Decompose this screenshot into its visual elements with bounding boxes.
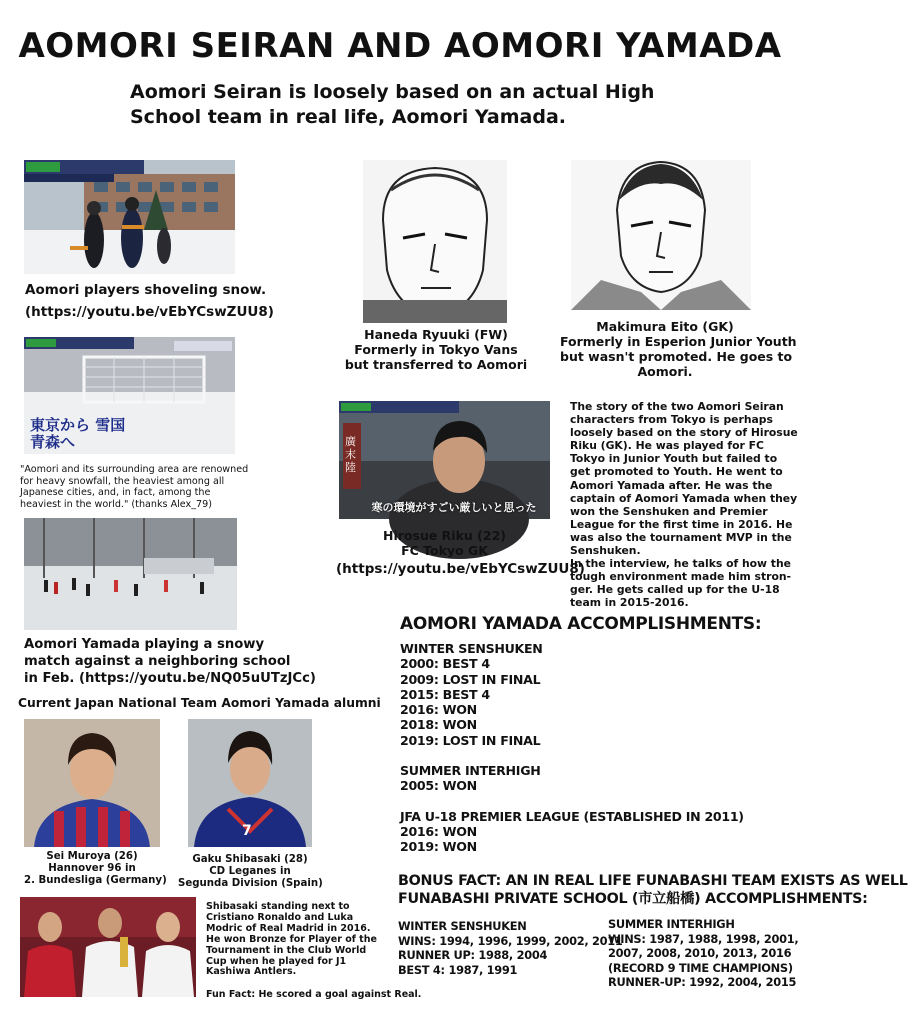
summer-interhigh-title: SUMMER INTERHIGH xyxy=(400,763,541,779)
shibasaki-caption-line: Gaku Shibasaki (28) xyxy=(192,854,308,865)
story-line: characters from Tokyo is perhaps xyxy=(570,413,773,427)
snowy-goal-caption: "Aomori and its surrounding area are renowned for heavy snowfall, the heaviest among all Japanese cities, and, in fact, among the heaviest in the world." (thanks Alex_79) xyxy=(20,464,249,510)
story-line: League for the first time in 2016. He xyxy=(570,517,793,531)
makimura-manga-image xyxy=(571,160,751,310)
funabashi-winter-line: WINS: 1994, 1996, 1999, 2002, 2011 xyxy=(398,933,623,948)
story-line: team in 2015-2016. xyxy=(570,596,689,610)
shibasaki-story-line: He won Bronze for Player of the xyxy=(206,933,377,945)
haneda-caption-line: Formerly in Tokyo Vans xyxy=(354,342,518,357)
hirosue-caption xyxy=(339,528,550,558)
funabashi-summer-line: (RECORD 9 TIME CHAMPIONS) xyxy=(608,960,793,975)
hirosue-interview-photo xyxy=(339,401,550,519)
snowy-match-caption-line: match against a neighboring school xyxy=(24,654,291,669)
shibasaki-caption-line: Segunda Division (Spain) xyxy=(178,878,323,889)
funabashi-winter xyxy=(398,919,623,977)
funabashi-summer-title: SUMMER INTERHIGH xyxy=(608,917,735,931)
makimura-caption-line: Formerly in Esperion Junior Youth xyxy=(560,334,797,349)
hirosue-story-text xyxy=(570,400,798,610)
snowy-match-caption-line: in Feb. (https://youtu.be/NQ05uUTzJCc) xyxy=(24,671,316,686)
shibasaki-story-line: Modric of Real Madrid in 2016. xyxy=(206,922,371,934)
page-title: AOMORI SEIRAN AND AOMORI YAMADA xyxy=(18,26,782,66)
story-line: captain of Aomori Yamada when they xyxy=(570,491,798,505)
hirosue-caption-line: FC Tokyo GK xyxy=(401,543,488,558)
accomplishments-heading: AOMORI YAMADA ACCOMPLISHMENTS: xyxy=(400,614,762,634)
shibasaki-caption xyxy=(178,854,322,890)
funabashi-summer-line: 2007, 2008, 2010, 2013, 2016 xyxy=(608,946,792,960)
funabashi-winter-line: BEST 4: 1987, 1991 xyxy=(398,962,518,977)
bonus-line: BONUS FACT: AN IN REAL LIFE FUNABASHI TEAM EXISTS AS WELL xyxy=(398,873,908,889)
story-line: The story of the two Aomori Seiran xyxy=(570,400,784,413)
story-line: was also the tournament MVP in the xyxy=(570,530,792,544)
haneda-caption-line: Haneda Ryuuki (FW) xyxy=(364,327,508,342)
snow-shoveling-caption: Aomori players shoveling snow. xyxy=(25,282,267,298)
funabashi-summer-line: RUNNER-UP: 1992, 2004, 2015 xyxy=(608,975,797,989)
story-line: In the interview, he talks of how the xyxy=(570,557,791,571)
accomplishment-item: 2019: LOST IN FINAL xyxy=(400,732,541,748)
page-subtitle: Aomori Seiran is loosely based on an actual High School team in real life, Aomori Yamada. xyxy=(130,81,655,128)
story-line: get promoted to Youth. He went to xyxy=(570,465,783,479)
snowy-match-caption xyxy=(24,636,316,687)
funabashi-summer-line: WINS: 1987, 1988, 1998, 2001, xyxy=(608,931,799,946)
muroya-caption-line: Hannover 96 in xyxy=(48,863,136,874)
snow-shoveling-link[interactable]: (https://youtu.be/vEbYCswZUU8) xyxy=(25,304,274,320)
muroya-caption-line: 2. Bundesliga (Germany) xyxy=(24,875,167,886)
makimura-caption xyxy=(560,319,797,379)
funabashi-winter-title: WINTER SENSHUKEN xyxy=(398,919,527,933)
funabashi-summer xyxy=(608,917,798,990)
accomplishment-item: 2016: WON xyxy=(400,702,477,718)
funabashi-winter-line: RUNNER UP: 1988, 2004 xyxy=(398,948,548,962)
hirosue-link[interactable]: (https://youtu.be/vEbYCswZUU8) xyxy=(336,561,585,577)
accomplishment-item: 2005: WON xyxy=(400,778,477,794)
haneda-manga-image xyxy=(363,160,507,323)
shibasaki-story xyxy=(206,901,422,1001)
story-line: Riku (GK). He was played for FC xyxy=(570,439,764,453)
shibasaki-photo xyxy=(188,719,312,847)
muroya-caption-line: Sei Muroya (26) xyxy=(46,851,138,862)
shibasaki-jersey-number: 7 xyxy=(242,823,252,839)
bonus-line: FUNABASHI PRIVATE SCHOOL (市立船橋) ACCOMPLISHMENTS: xyxy=(398,891,868,907)
shibasaki-story-line: Cup when he played for J1 xyxy=(206,955,347,967)
snowy-goal-photo xyxy=(24,337,235,454)
shibasaki-story-line: Kashiwa Antlers. xyxy=(206,966,297,978)
makimura-caption-line: Aomori. xyxy=(637,364,693,379)
fun-fact-line: Fun Fact: He scored a goal against Real. xyxy=(206,989,422,1001)
shibasaki-story-line: Tournament in the Club World xyxy=(206,944,367,956)
muroya-caption xyxy=(24,851,167,887)
accomplishment-item: 2019: WON xyxy=(400,839,477,855)
accomplishment-item: 2009: LOST IN FINAL xyxy=(400,671,541,687)
hirosue-name-tag: 廣末 陸 xyxy=(345,435,356,474)
story-line: ger. He gets called up for the U-18 xyxy=(570,583,780,597)
shibasaki-caption-line: CD Leganes in xyxy=(209,866,291,877)
accomplishments-list xyxy=(400,641,744,855)
makimura-caption-line: Makimura Eito (GK) xyxy=(596,319,734,334)
hirosue-subtitle-text: 寒の環境がすごい厳しいと思った xyxy=(371,501,537,514)
snow-shoveling-photo xyxy=(24,160,235,274)
makimura-caption-line: but wasn't promoted. He goes to xyxy=(560,349,793,364)
shibasaki-story-line: Shibasaki standing next to xyxy=(206,901,350,912)
winter-senshuken-title: WINTER SENSHUKEN xyxy=(400,641,543,656)
alumni-heading: Current Japan National Team Aomori Yamada alumni xyxy=(18,696,381,710)
haneda-caption-line: but transferred to Aomori xyxy=(344,357,528,372)
accomplishment-item: 2000: BEST 4 xyxy=(400,656,490,672)
snowy-match-caption-line: Aomori Yamada playing a snowy xyxy=(24,637,265,652)
muroya-photo xyxy=(24,719,160,847)
haneda-caption xyxy=(340,327,532,372)
story-line: Tokyo in Junior Youth but failed to xyxy=(570,452,778,466)
accomplishment-item: 2016: WON xyxy=(400,823,477,839)
story-line: loosely based on the story of Hirosue xyxy=(570,426,798,440)
club-world-cup-photo xyxy=(20,897,196,997)
jfa-premier-title: JFA U-18 PREMIER LEAGUE (ESTABLISHED IN 2011) xyxy=(400,808,744,824)
bonus-heading xyxy=(398,872,908,908)
shibasaki-story-line: Cristiano Ronaldo and Luka xyxy=(206,911,354,923)
accomplishment-item: 2018: WON xyxy=(400,717,477,733)
story-line: tough environment made him stron- xyxy=(570,570,792,584)
accomplishment-item: 2015: BEST 4 xyxy=(400,686,490,702)
hirosue-caption-line: Hirosue Riku (22) xyxy=(383,528,506,543)
story-line: won the Senshuken and Premier xyxy=(570,504,768,518)
snowy-goal-banner: 東京から 雪国 青森へ xyxy=(30,416,126,451)
snowy-match-photo xyxy=(24,518,237,630)
story-line: Senshuken. xyxy=(570,544,641,558)
story-line: Aomori Yamada after. He was the xyxy=(570,478,773,492)
